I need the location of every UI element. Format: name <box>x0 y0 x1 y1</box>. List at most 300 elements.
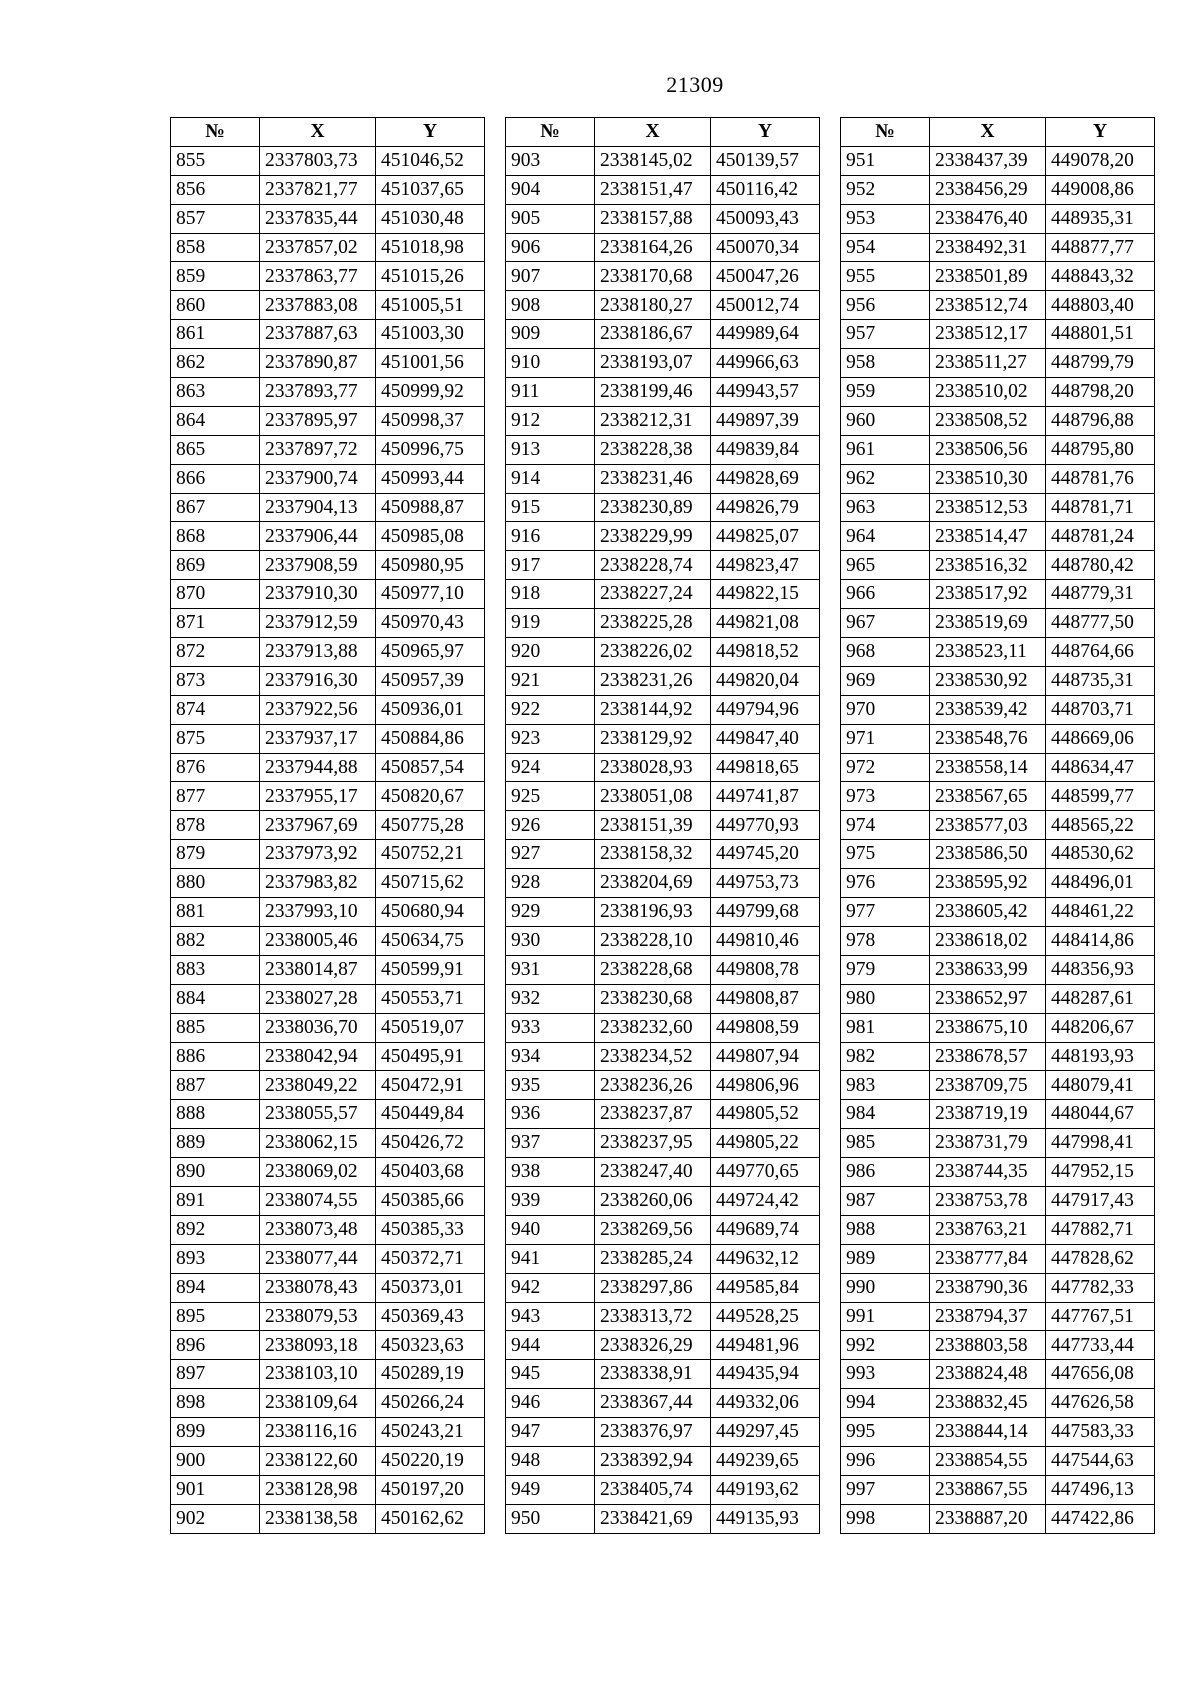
point-number-cell: 893 <box>171 1244 260 1273</box>
y-coordinate-cell: 451001,56 <box>376 349 485 378</box>
table-row <box>506 522 820 551</box>
table-row <box>171 1475 485 1504</box>
table-row <box>506 1186 820 1215</box>
y-coordinate-cell: 450289,19 <box>376 1360 485 1389</box>
point-number-cell: 929 <box>506 898 595 927</box>
x-coordinate-cell: 2338232,60 <box>595 1013 711 1042</box>
table-row <box>841 840 1155 869</box>
y-coordinate-cell: 449585,84 <box>711 1273 820 1302</box>
table-row <box>171 1302 485 1331</box>
x-coordinate-cell: 2338652,97 <box>930 984 1046 1013</box>
y-coordinate-cell: 447952,15 <box>1046 1158 1155 1187</box>
table-row <box>841 753 1155 782</box>
x-coordinate-cell: 2338492,31 <box>930 233 1046 262</box>
x-coordinate-cell: 2338237,95 <box>595 1129 711 1158</box>
y-coordinate-cell: 451037,65 <box>376 175 485 204</box>
point-number-cell: 887 <box>171 1071 260 1100</box>
header-number: № <box>506 118 595 147</box>
x-coordinate-cell: 2338719,19 <box>930 1100 1046 1129</box>
table-row <box>841 146 1155 175</box>
point-number-cell: 928 <box>506 869 595 898</box>
table-row <box>841 1129 1155 1158</box>
table-row <box>171 1215 485 1244</box>
point-number-cell: 897 <box>171 1360 260 1389</box>
y-coordinate-cell: 447544,63 <box>1046 1446 1155 1475</box>
y-coordinate-cell: 447782,33 <box>1046 1273 1155 1302</box>
point-number-cell: 880 <box>171 869 260 898</box>
point-number-cell: 971 <box>841 724 930 753</box>
coordinates-table-1 <box>170 117 485 1534</box>
table-row <box>841 1331 1155 1360</box>
x-coordinate-cell: 2338437,39 <box>930 146 1046 175</box>
table-row <box>171 1186 485 1215</box>
point-number-cell: 943 <box>506 1302 595 1331</box>
point-number-cell: 956 <box>841 291 930 320</box>
y-coordinate-cell: 448795,80 <box>1046 435 1155 464</box>
point-number-cell: 896 <box>171 1331 260 1360</box>
x-coordinate-cell: 2337857,02 <box>260 233 376 262</box>
header-y: Y <box>376 118 485 147</box>
x-coordinate-cell: 2338867,55 <box>930 1475 1046 1504</box>
x-coordinate-cell: 2338777,84 <box>930 1244 1046 1273</box>
y-coordinate-cell: 451005,51 <box>376 291 485 320</box>
table-row <box>841 349 1155 378</box>
y-coordinate-cell: 448669,06 <box>1046 724 1155 753</box>
point-number-cell: 961 <box>841 435 930 464</box>
y-coordinate-cell: 450980,95 <box>376 551 485 580</box>
y-coordinate-cell: 447422,86 <box>1046 1504 1155 1533</box>
table-row <box>841 1475 1155 1504</box>
point-number-cell: 939 <box>506 1186 595 1215</box>
table-row <box>171 551 485 580</box>
y-coordinate-cell: 450680,94 <box>376 898 485 927</box>
table-row <box>841 580 1155 609</box>
table-row <box>171 1331 485 1360</box>
point-number-cell: 936 <box>506 1100 595 1129</box>
x-coordinate-cell: 2337993,10 <box>260 898 376 927</box>
y-coordinate-cell: 448796,88 <box>1046 406 1155 435</box>
y-coordinate-cell: 449828,69 <box>711 464 820 493</box>
table-row <box>506 1360 820 1389</box>
point-number-cell: 978 <box>841 926 930 955</box>
table-row <box>506 609 820 638</box>
table-row <box>506 435 820 464</box>
point-number-cell: 942 <box>506 1273 595 1302</box>
y-coordinate-cell: 449770,93 <box>711 811 820 840</box>
table-row <box>506 666 820 695</box>
table-row <box>841 1013 1155 1042</box>
x-coordinate-cell: 2337893,77 <box>260 378 376 407</box>
table-row <box>171 406 485 435</box>
x-coordinate-cell: 2338247,40 <box>595 1158 711 1187</box>
point-number-cell: 963 <box>841 493 930 522</box>
point-number-cell: 878 <box>171 811 260 840</box>
point-number-cell: 925 <box>506 782 595 811</box>
y-coordinate-cell: 448735,31 <box>1046 666 1155 695</box>
y-coordinate-cell: 450857,54 <box>376 753 485 782</box>
y-coordinate-cell: 449826,79 <box>711 493 820 522</box>
y-coordinate-cell: 450965,97 <box>376 638 485 667</box>
table-row <box>506 262 820 291</box>
header-y: Y <box>711 118 820 147</box>
y-coordinate-cell: 450373,01 <box>376 1273 485 1302</box>
x-coordinate-cell: 2338269,56 <box>595 1215 711 1244</box>
point-number-cell: 973 <box>841 782 930 811</box>
table-row <box>171 1129 485 1158</box>
y-coordinate-cell: 450323,63 <box>376 1331 485 1360</box>
table-row <box>841 1100 1155 1129</box>
y-coordinate-cell: 451003,30 <box>376 320 485 349</box>
point-number-cell: 930 <box>506 926 595 955</box>
y-coordinate-cell: 449823,47 <box>711 551 820 580</box>
x-coordinate-cell: 2337900,74 <box>260 464 376 493</box>
point-number-cell: 938 <box>506 1158 595 1187</box>
y-coordinate-cell: 450977,10 <box>376 580 485 609</box>
y-coordinate-cell: 449966,63 <box>711 349 820 378</box>
y-coordinate-cell: 451046,52 <box>376 146 485 175</box>
x-coordinate-cell: 2338523,11 <box>930 638 1046 667</box>
y-coordinate-cell: 450139,57 <box>711 146 820 175</box>
table-row <box>841 811 1155 840</box>
x-coordinate-cell: 2338567,65 <box>930 782 1046 811</box>
table-row <box>171 666 485 695</box>
point-number-cell: 960 <box>841 406 930 435</box>
table-row <box>171 840 485 869</box>
table-row <box>171 984 485 1013</box>
y-coordinate-cell: 449839,84 <box>711 435 820 464</box>
table-row <box>506 638 820 667</box>
x-coordinate-cell: 2337890,87 <box>260 349 376 378</box>
point-number-cell: 904 <box>506 175 595 204</box>
y-coordinate-cell: 447828,62 <box>1046 1244 1155 1273</box>
table-row <box>171 638 485 667</box>
x-coordinate-cell: 2338512,53 <box>930 493 1046 522</box>
x-coordinate-cell: 2338164,26 <box>595 233 711 262</box>
y-coordinate-cell: 448206,67 <box>1046 1013 1155 1042</box>
x-coordinate-cell: 2338803,58 <box>930 1331 1046 1360</box>
table-row <box>171 580 485 609</box>
x-coordinate-cell: 2337967,69 <box>260 811 376 840</box>
point-number-cell: 866 <box>171 464 260 493</box>
y-coordinate-cell: 449818,65 <box>711 753 820 782</box>
x-coordinate-cell: 2338158,32 <box>595 840 711 869</box>
page-number: 21309 <box>666 72 724 97</box>
y-coordinate-cell: 450820,67 <box>376 782 485 811</box>
y-coordinate-cell: 447917,43 <box>1046 1186 1155 1215</box>
x-coordinate-cell: 2338073,48 <box>260 1215 376 1244</box>
y-coordinate-cell: 447882,71 <box>1046 1215 1155 1244</box>
point-number-cell: 862 <box>171 349 260 378</box>
x-coordinate-cell: 2338196,93 <box>595 898 711 927</box>
table-row <box>171 926 485 955</box>
header-number: № <box>171 118 260 147</box>
y-coordinate-cell: 449822,15 <box>711 580 820 609</box>
y-coordinate-cell: 449808,59 <box>711 1013 820 1042</box>
y-coordinate-cell: 450495,91 <box>376 1042 485 1071</box>
table-row <box>841 926 1155 955</box>
x-coordinate-cell: 2338145,02 <box>595 146 711 175</box>
table-row <box>506 1475 820 1504</box>
point-number-cell: 895 <box>171 1302 260 1331</box>
y-coordinate-cell: 448079,41 <box>1046 1071 1155 1100</box>
y-coordinate-cell: 450715,62 <box>376 869 485 898</box>
y-coordinate-cell: 449821,08 <box>711 609 820 638</box>
y-coordinate-cell: 449794,96 <box>711 695 820 724</box>
table-row <box>171 522 485 551</box>
x-coordinate-cell: 2338051,08 <box>595 782 711 811</box>
x-coordinate-cell: 2338226,02 <box>595 638 711 667</box>
point-number-cell: 974 <box>841 811 930 840</box>
point-number-cell: 972 <box>841 753 930 782</box>
header-row <box>506 118 820 147</box>
x-coordinate-cell: 2338763,21 <box>930 1215 1046 1244</box>
x-coordinate-cell: 2338055,57 <box>260 1100 376 1129</box>
table-row <box>171 1273 485 1302</box>
y-coordinate-cell: 450220,19 <box>376 1446 485 1475</box>
point-number-cell: 894 <box>171 1273 260 1302</box>
y-coordinate-cell: 449753,73 <box>711 869 820 898</box>
table-row <box>841 1244 1155 1273</box>
y-coordinate-cell: 448777,50 <box>1046 609 1155 638</box>
table-row <box>506 840 820 869</box>
point-number-cell: 883 <box>171 955 260 984</box>
y-coordinate-cell: 448781,71 <box>1046 493 1155 522</box>
x-coordinate-cell: 2338506,56 <box>930 435 1046 464</box>
table-row <box>506 1158 820 1187</box>
table-row <box>171 1071 485 1100</box>
y-coordinate-cell: 449008,86 <box>1046 175 1155 204</box>
y-coordinate-cell: 448780,42 <box>1046 551 1155 580</box>
point-number-cell: 935 <box>506 1071 595 1100</box>
x-coordinate-cell: 2338204,69 <box>595 869 711 898</box>
table-row <box>506 898 820 927</box>
x-coordinate-cell: 2338285,24 <box>595 1244 711 1273</box>
point-number-cell: 937 <box>506 1129 595 1158</box>
table-row <box>506 580 820 609</box>
point-number-cell: 920 <box>506 638 595 667</box>
point-number-cell: 902 <box>171 1504 260 1533</box>
y-coordinate-cell: 449741,87 <box>711 782 820 811</box>
point-number-cell: 871 <box>171 609 260 638</box>
table-row <box>506 1042 820 1071</box>
point-number-cell: 891 <box>171 1186 260 1215</box>
point-number-cell: 861 <box>171 320 260 349</box>
table-row <box>841 1302 1155 1331</box>
x-coordinate-cell: 2337906,44 <box>260 522 376 551</box>
y-coordinate-cell: 449193,62 <box>711 1475 820 1504</box>
table-row <box>171 955 485 984</box>
x-coordinate-cell: 2337916,30 <box>260 666 376 695</box>
point-number-cell: 994 <box>841 1389 930 1418</box>
table-row <box>841 1186 1155 1215</box>
point-number-cell: 931 <box>506 955 595 984</box>
table-row <box>506 1215 820 1244</box>
table-row <box>506 926 820 955</box>
y-coordinate-cell: 450752,21 <box>376 840 485 869</box>
point-number-cell: 899 <box>171 1418 260 1447</box>
y-coordinate-cell: 450070,34 <box>711 233 820 262</box>
y-coordinate-cell: 450093,43 <box>711 204 820 233</box>
table-row <box>171 1042 485 1071</box>
point-number-cell: 958 <box>841 349 930 378</box>
y-coordinate-cell: 448779,31 <box>1046 580 1155 609</box>
y-coordinate-cell: 448803,40 <box>1046 291 1155 320</box>
point-number-cell: 872 <box>171 638 260 667</box>
coordinates-table-3 <box>840 117 1155 1534</box>
point-number-cell: 856 <box>171 175 260 204</box>
table-row <box>841 406 1155 435</box>
table-row <box>171 1100 485 1129</box>
x-coordinate-cell: 2338548,76 <box>930 724 1046 753</box>
point-number-cell: 941 <box>506 1244 595 1273</box>
table-row <box>171 1418 485 1447</box>
table-row <box>841 898 1155 927</box>
point-number-cell: 993 <box>841 1360 930 1389</box>
x-coordinate-cell: 2338228,68 <box>595 955 711 984</box>
point-number-cell: 879 <box>171 840 260 869</box>
y-coordinate-cell: 450996,75 <box>376 435 485 464</box>
x-coordinate-cell: 2338116,16 <box>260 1418 376 1447</box>
table-row <box>841 695 1155 724</box>
point-number-cell: 885 <box>171 1013 260 1042</box>
table-row <box>171 262 485 291</box>
table-row <box>841 1071 1155 1100</box>
point-number-cell: 989 <box>841 1244 930 1273</box>
point-number-cell: 864 <box>171 406 260 435</box>
table-row <box>506 464 820 493</box>
point-number-cell: 888 <box>171 1100 260 1129</box>
table-row <box>506 1331 820 1360</box>
y-coordinate-cell: 449897,39 <box>711 406 820 435</box>
y-coordinate-cell: 449807,94 <box>711 1042 820 1071</box>
table-row <box>506 146 820 175</box>
table-row <box>841 435 1155 464</box>
x-coordinate-cell: 2337904,13 <box>260 493 376 522</box>
point-number-cell: 860 <box>171 291 260 320</box>
point-number-cell: 969 <box>841 666 930 695</box>
table-row <box>506 811 820 840</box>
point-number-cell: 922 <box>506 695 595 724</box>
point-number-cell: 889 <box>171 1129 260 1158</box>
y-coordinate-cell: 449818,52 <box>711 638 820 667</box>
point-number-cell: 995 <box>841 1418 930 1447</box>
table-row <box>171 378 485 407</box>
table-row <box>171 349 485 378</box>
y-coordinate-cell: 449825,07 <box>711 522 820 551</box>
table-row <box>171 724 485 753</box>
point-number-cell: 918 <box>506 580 595 609</box>
point-number-cell: 967 <box>841 609 930 638</box>
point-number-cell: 933 <box>506 1013 595 1042</box>
y-coordinate-cell: 447626,58 <box>1046 1389 1155 1418</box>
x-coordinate-cell: 2337910,30 <box>260 580 376 609</box>
table-row <box>171 1013 485 1042</box>
y-coordinate-cell: 449806,96 <box>711 1071 820 1100</box>
x-coordinate-cell: 2338027,28 <box>260 984 376 1013</box>
y-coordinate-cell: 449724,42 <box>711 1186 820 1215</box>
x-coordinate-cell: 2338230,89 <box>595 493 711 522</box>
y-coordinate-cell: 449943,57 <box>711 378 820 407</box>
table-row <box>171 1360 485 1389</box>
point-number-cell: 924 <box>506 753 595 782</box>
x-coordinate-cell: 2338079,53 <box>260 1302 376 1331</box>
table-row <box>841 1273 1155 1302</box>
x-coordinate-cell: 2338421,69 <box>595 1504 711 1533</box>
point-number-cell: 892 <box>171 1215 260 1244</box>
table-row <box>506 1389 820 1418</box>
point-number-cell: 952 <box>841 175 930 204</box>
x-coordinate-cell: 2337922,56 <box>260 695 376 724</box>
y-coordinate-cell: 449805,22 <box>711 1129 820 1158</box>
x-coordinate-cell: 2338297,86 <box>595 1273 711 1302</box>
x-coordinate-cell: 2338832,45 <box>930 1389 1046 1418</box>
table-row <box>171 695 485 724</box>
point-number-cell: 975 <box>841 840 930 869</box>
y-coordinate-cell: 450385,66 <box>376 1186 485 1215</box>
y-coordinate-cell: 448565,22 <box>1046 811 1155 840</box>
y-coordinate-cell: 448801,51 <box>1046 320 1155 349</box>
x-coordinate-cell: 2338138,58 <box>260 1504 376 1533</box>
x-coordinate-cell: 2337821,77 <box>260 175 376 204</box>
table-row <box>171 204 485 233</box>
point-number-cell: 919 <box>506 609 595 638</box>
y-coordinate-cell: 449528,25 <box>711 1302 820 1331</box>
table-row <box>171 233 485 262</box>
point-number-cell: 898 <box>171 1389 260 1418</box>
x-coordinate-cell: 2338618,02 <box>930 926 1046 955</box>
table-row <box>841 175 1155 204</box>
y-coordinate-cell: 448634,47 <box>1046 753 1155 782</box>
point-number-cell: 858 <box>171 233 260 262</box>
table-row <box>506 291 820 320</box>
point-number-cell: 968 <box>841 638 930 667</box>
point-number-cell: 884 <box>171 984 260 1013</box>
point-number-cell: 906 <box>506 233 595 262</box>
x-coordinate-cell: 2338510,02 <box>930 378 1046 407</box>
y-coordinate-cell: 450369,43 <box>376 1302 485 1331</box>
y-coordinate-cell: 451015,26 <box>376 262 485 291</box>
x-coordinate-cell: 2338049,22 <box>260 1071 376 1100</box>
y-coordinate-cell: 450162,62 <box>376 1504 485 1533</box>
x-coordinate-cell: 2337955,17 <box>260 782 376 811</box>
table-row <box>841 551 1155 580</box>
table-row <box>171 869 485 898</box>
y-coordinate-cell: 450449,84 <box>376 1100 485 1129</box>
x-coordinate-cell: 2338005,46 <box>260 926 376 955</box>
y-coordinate-cell: 448414,86 <box>1046 926 1155 955</box>
table-row <box>841 522 1155 551</box>
y-coordinate-cell: 450970,43 <box>376 609 485 638</box>
x-coordinate-cell: 2338508,52 <box>930 406 1046 435</box>
y-coordinate-cell: 449239,65 <box>711 1446 820 1475</box>
x-coordinate-cell: 2338367,44 <box>595 1389 711 1418</box>
x-coordinate-cell: 2338790,36 <box>930 1273 1046 1302</box>
y-coordinate-cell: 449820,04 <box>711 666 820 695</box>
table-row <box>841 638 1155 667</box>
point-number-cell: 945 <box>506 1360 595 1389</box>
x-coordinate-cell: 2337913,88 <box>260 638 376 667</box>
x-coordinate-cell: 2338511,27 <box>930 349 1046 378</box>
point-number-cell: 890 <box>171 1158 260 1187</box>
y-coordinate-cell: 448935,31 <box>1046 204 1155 233</box>
header-row <box>171 118 485 147</box>
y-coordinate-cell: 448764,66 <box>1046 638 1155 667</box>
x-coordinate-cell: 2338605,42 <box>930 898 1046 927</box>
x-coordinate-cell: 2338234,52 <box>595 1042 711 1071</box>
y-coordinate-cell: 447656,08 <box>1046 1360 1155 1389</box>
point-number-cell: 910 <box>506 349 595 378</box>
y-coordinate-cell: 449847,40 <box>711 724 820 753</box>
